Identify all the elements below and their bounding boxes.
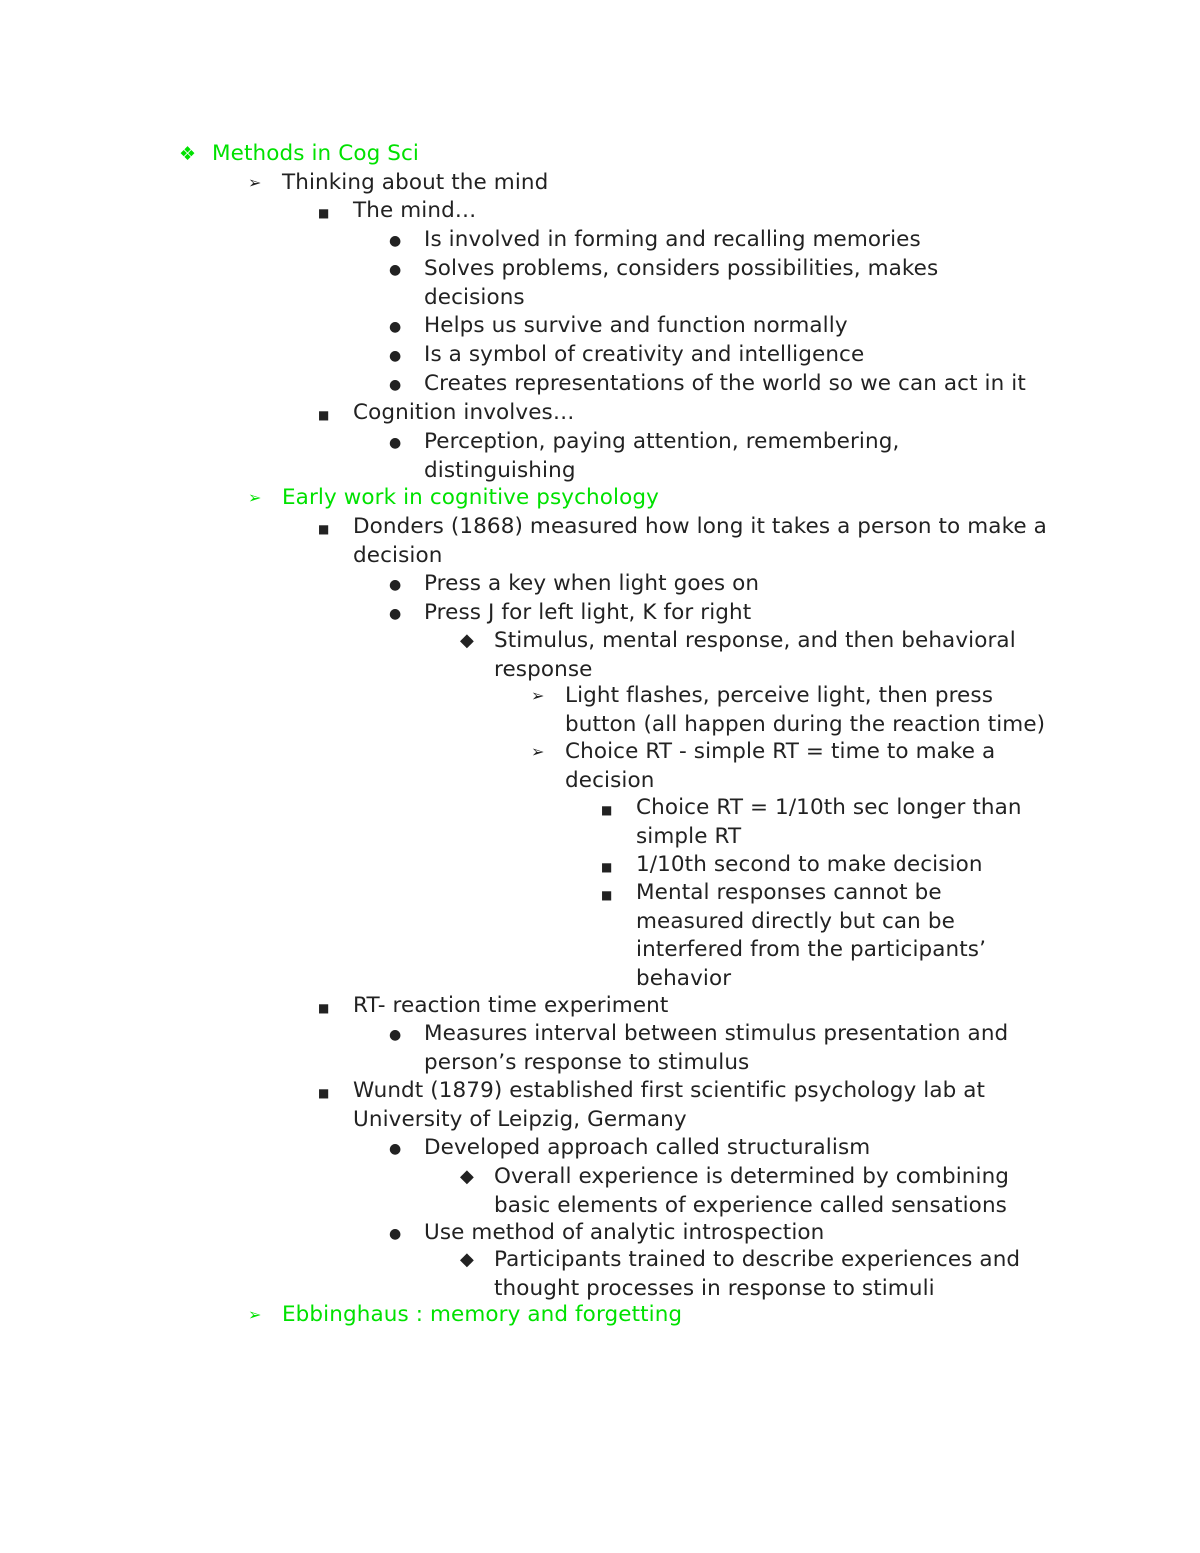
item-text: Press J for left light, K for right: [424, 600, 752, 625]
item-text: Developed approach called structuralism: [424, 1135, 871, 1160]
dot-bullet-icon: ●: [389, 377, 402, 393]
dot-bullet-icon: ●: [389, 233, 402, 249]
item-text: Participants trained to describe experiences and: [494, 1247, 1021, 1272]
diamond-bullet-icon: ◆: [460, 1249, 474, 1270]
item-text: Overall experience is determined by combining: [494, 1164, 1010, 1189]
square-bullet-icon: ■: [318, 206, 330, 220]
item-text-line-2: decision: [353, 542, 443, 568]
item-text-line-3: interfered from the participants’: [636, 937, 987, 962]
outline-item-thinking-about-the-mind: [248, 169, 548, 198]
square-bullet-icon: ■: [318, 1086, 330, 1100]
outline-item-light-flashes: [531, 682, 1045, 739]
square-bullet-icon: ■: [318, 522, 330, 536]
outline-item-methods-in-cog-sci: [179, 140, 419, 169]
item-text-line-2: decision: [565, 767, 655, 793]
item-text: Measures interval between stimulus presentation and: [424, 1021, 1009, 1046]
outline-item-early-work: [248, 484, 659, 513]
item-text-line-2: basic elements of experience called sensations: [494, 1192, 1007, 1218]
item-text-line-2: simple RT: [636, 823, 742, 849]
outline-item-stimulus-response: [460, 627, 1016, 684]
item-text: Perception, paying attention, remembering,: [424, 429, 900, 454]
arrow-bullet-icon: ➢: [248, 173, 262, 192]
outline-item-perception: [389, 428, 899, 485]
arrow-bullet-icon: ➢: [531, 742, 545, 761]
item-text: Stimulus, mental response, and then behavioral: [494, 628, 1016, 653]
item-text: Is a symbol of creativity and intelligence: [424, 342, 865, 367]
item-text: Thinking about the mind: [282, 170, 549, 195]
item-text: Use method of analytic introspection: [424, 1220, 825, 1245]
item-text-line-4: behavior: [636, 965, 732, 991]
dot-bullet-icon: ●: [389, 1226, 402, 1242]
item-text: Solves problems, considers possibilities, makes: [424, 256, 939, 281]
item-text: Mental responses cannot be: [636, 880, 942, 905]
outline-item-rt-experiment: [318, 992, 668, 1021]
item-text: Ebbinghaus : memory and forgetting: [282, 1302, 683, 1327]
item-text-line-2: measured directly but can be: [636, 908, 955, 934]
square-bullet-icon: ■: [318, 1001, 330, 1015]
dot-bullet-icon: ●: [389, 1027, 402, 1043]
item-text: Choice RT - simple RT = time to make a: [565, 739, 996, 764]
outline-item-choice-rt-longer: [601, 794, 1022, 851]
outline-item-donders: [318, 513, 1047, 570]
item-text: Is involved in forming and recalling memories: [424, 227, 921, 252]
arrow-bullet-icon: ➢: [531, 686, 545, 705]
square-bullet-icon: ■: [601, 860, 613, 874]
dot-bullet-icon: ●: [389, 319, 402, 335]
item-text: Donders (1868) measured how long it takes a person to make a: [353, 514, 1047, 539]
item-text: Early work in cognitive psychology: [282, 485, 659, 510]
item-text: Helps us survive and function normally: [424, 313, 848, 338]
item-text-line-2: University of Leipzig, Germany: [353, 1106, 687, 1132]
item-text-line-2: person’s response to stimulus: [424, 1049, 750, 1075]
item-text: Wundt (1879) established first scientific psychology lab at: [353, 1078, 986, 1103]
outline-item-choice-rt-minus-simple: [531, 738, 995, 795]
item-text-line-2: button (all happen during the reaction time): [565, 711, 1046, 737]
outline-item-helps-us-survive: [389, 312, 848, 341]
diamond-bullet-icon: ◆: [460, 1166, 474, 1187]
item-text-line-2: decisions: [424, 284, 525, 310]
item-text: The mind…: [353, 198, 477, 223]
outline-item-tenth-second: [601, 851, 983, 880]
item-text-line-2: distinguishing: [424, 457, 576, 483]
outline-item-symbol-of-creativity: [389, 341, 864, 370]
outline-item-press-j: [389, 599, 751, 628]
outline-item-creates-representations: [389, 370, 1026, 399]
arrow-bullet-icon: ➢: [248, 488, 262, 507]
outline-item-measures-interval: [389, 1020, 1008, 1077]
arrow-bullet-icon: ➢: [248, 1305, 262, 1324]
item-text-line-2: thought processes in response to stimuli: [494, 1275, 935, 1301]
outline-item-analytic-introspection: [389, 1219, 824, 1248]
item-text: 1/10th second to make decision: [636, 852, 983, 877]
outline-item-overall-experience: [460, 1163, 1009, 1220]
outline-item-structuralism: [389, 1134, 870, 1163]
dot-bullet-icon: ●: [389, 435, 402, 451]
item-text: Methods in Cog Sci: [212, 141, 419, 166]
dot-bullet-icon: ●: [389, 606, 402, 622]
outline-item-wundt: [318, 1077, 985, 1134]
item-text: Light flashes, perceive light, then press: [565, 683, 993, 708]
outline-item-the-mind: [318, 197, 476, 226]
dot-bullet-icon: ●: [389, 348, 402, 364]
outline-item-mental-responses: [601, 879, 986, 993]
outline-item-ebbinghaus: [248, 1301, 682, 1330]
square-bullet-icon: ■: [601, 888, 613, 902]
outline-item-press-a-key: [389, 570, 759, 599]
item-text: Press a key when light goes on: [424, 571, 760, 596]
outline-item-solves-problems: [389, 255, 938, 312]
item-text: RT- reaction time experiment: [353, 993, 669, 1018]
dot-bullet-icon: ●: [389, 262, 402, 278]
outline-item-memories: [389, 226, 921, 255]
dot-bullet-icon: ●: [389, 577, 402, 593]
item-text: Choice RT = 1/10th sec longer than: [636, 795, 1022, 820]
outline-item-participants-trained: [460, 1246, 1020, 1303]
diamond-bullet-icon: ◆: [460, 630, 474, 651]
square-bullet-icon: ■: [601, 803, 613, 817]
square-bullet-icon: ■: [318, 408, 330, 422]
item-text: Creates representations of the world so we can act in it: [424, 371, 1026, 396]
four-diamond-bullet-icon: ❖: [179, 143, 197, 165]
item-text: Cognition involves…: [353, 400, 575, 425]
item-text-line-2: response: [494, 656, 593, 682]
dot-bullet-icon: ●: [389, 1141, 402, 1157]
outline-item-cognition-involves: [318, 399, 574, 428]
